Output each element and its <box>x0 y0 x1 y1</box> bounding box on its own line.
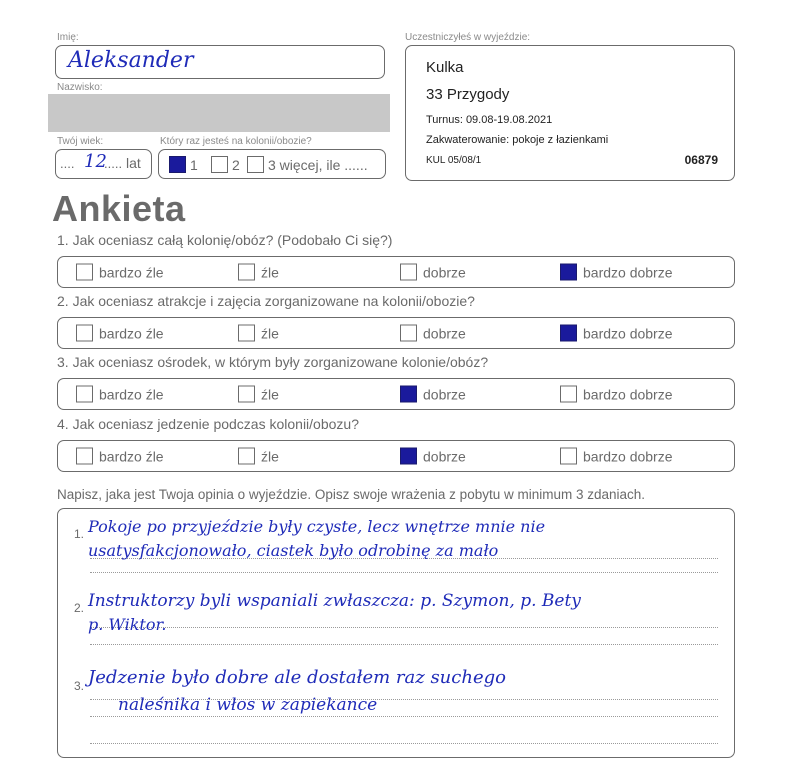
rating-checkbox[interactable] <box>238 386 255 403</box>
writing-line <box>90 572 718 573</box>
trip-name: Kulka <box>426 59 464 76</box>
opinion-entry-1-line-1: Pokoje po przyjeździe były czyste, lecz wnętrze mnie nie <box>88 517 546 536</box>
option-label: bardzo źle <box>99 264 164 280</box>
option-1-3[interactable] <box>400 264 466 281</box>
opinion-entry-1-line-2: usatysfakcjonowało, ciastek było odrobinę za mało <box>88 541 499 560</box>
opinion-entry-2-line-2: p. Wiktor. <box>88 615 167 634</box>
age-label: Twój wiek: <box>57 136 104 147</box>
trip-code: KUL 05/08/1 <box>426 155 482 166</box>
question-2-title <box>57 293 475 309</box>
name-label: Imię: <box>57 32 79 43</box>
rating-checkbox[interactable] <box>238 448 255 465</box>
question-3-options <box>57 378 735 410</box>
times-checkbox-1[interactable] <box>169 156 186 173</box>
times-label: Który raz jesteś na kolonii/obozie? <box>160 136 312 147</box>
age-dots-left: .... <box>60 156 75 171</box>
option-label: dobrze <box>423 386 466 402</box>
rating-checkbox[interactable] <box>400 386 417 403</box>
times-option-1[interactable]: 1 <box>169 156 198 173</box>
option-label: źle <box>261 448 279 464</box>
writing-line <box>90 743 718 744</box>
rating-checkbox[interactable] <box>560 386 577 403</box>
rating-checkbox[interactable] <box>238 325 255 342</box>
times-option-3[interactable]: 3 więcej, ile ...... <box>247 156 368 173</box>
writing-line <box>90 644 718 645</box>
option-label: źle <box>261 264 279 280</box>
option-2-1[interactable] <box>76 325 164 342</box>
question-1-options <box>57 256 735 288</box>
trip-turnus: Turnus: 09.08-19.08.2021 <box>426 114 553 126</box>
option-4-3[interactable] <box>400 448 466 465</box>
option-label: dobrze <box>423 264 466 280</box>
entry-number: 3. <box>74 679 85 693</box>
option-label: bardzo dobrze <box>583 264 673 280</box>
option-3-3[interactable] <box>400 386 466 403</box>
option-label: źle <box>261 386 279 402</box>
rating-checkbox[interactable] <box>400 325 417 342</box>
question-number: 1. <box>57 232 69 248</box>
option-label: bardzo dobrze <box>583 325 673 341</box>
times-checkbox-2[interactable] <box>211 156 228 173</box>
question-4-options <box>57 440 735 472</box>
question-text: Jak oceniasz ośrodek, w którym były zorganizowane kolonie/obóz? <box>72 354 489 370</box>
times-checkbox-3[interactable] <box>247 156 264 173</box>
opinion-entry-2-line-1: Instruktorzy byli wspaniali zwłaszcza: p. Szymon, p. Bety <box>88 591 581 611</box>
entry-number: 1. <box>74 527 85 541</box>
times-option-2[interactable]: 2 <box>211 156 240 173</box>
option-label: źle <box>261 325 279 341</box>
question-2-options <box>57 317 735 349</box>
question-3-title <box>57 354 488 370</box>
rating-checkbox[interactable] <box>238 264 255 281</box>
rating-checkbox[interactable] <box>560 264 577 281</box>
option-label: bardzo dobrze <box>583 448 673 464</box>
rating-checkbox[interactable] <box>560 325 577 342</box>
option-2-3[interactable] <box>400 325 466 342</box>
option-1-4[interactable] <box>560 264 673 281</box>
option-1-1[interactable] <box>76 264 164 281</box>
option-3-2[interactable] <box>238 386 279 403</box>
option-label: bardzo źle <box>99 386 164 402</box>
opinion-entry-3-line-1: Jedzenie było dobre ale dostałem raz suchego <box>88 667 506 688</box>
option-2-4[interactable] <box>560 325 673 342</box>
rating-checkbox[interactable] <box>560 448 577 465</box>
option-2-2[interactable] <box>238 325 279 342</box>
option-3-1[interactable] <box>76 386 164 403</box>
question-4-title <box>57 416 359 432</box>
option-4-1[interactable] <box>76 448 164 465</box>
question-1-title <box>57 232 392 248</box>
page-title: Ankieta <box>52 188 186 229</box>
opinion-box[interactable] <box>57 508 735 758</box>
question-text: Jak oceniasz jedzenie podczas kolonii/obozu? <box>72 416 359 432</box>
name-value: Aleksander <box>68 48 194 73</box>
age-dots-right: ..... <box>104 156 123 171</box>
trip-box <box>405 45 735 181</box>
option-4-4[interactable] <box>560 448 673 465</box>
trip-accommodation: Zakwaterowanie: pokoje z łazienkami <box>426 134 609 146</box>
option-label: dobrze <box>423 325 466 341</box>
option-3-4[interactable] <box>560 386 673 403</box>
trip-number: 06879 <box>684 153 718 167</box>
entry-number: 2. <box>74 601 85 615</box>
option-1-2[interactable] <box>238 264 279 281</box>
option-label: bardzo źle <box>99 448 164 464</box>
writing-line <box>90 716 718 717</box>
rating-checkbox[interactable] <box>76 325 93 342</box>
question-text: Jak oceniasz atrakcje i zajęcia zorganizowane na kolonii/obozie? <box>72 293 475 309</box>
option-label: bardzo dobrze <box>583 386 673 402</box>
opinion-prompt: Napisz, jaka jest Twoja opinia o wyjeździe. Opisz swoje wrażenia z pobytu w minimum 3 zdaniach. <box>57 487 646 502</box>
rating-checkbox[interactable] <box>76 264 93 281</box>
question-text: Jak oceniasz całą kolonię/obóz? (Podobało Ci się?) <box>72 232 393 248</box>
surname-redacted <box>48 94 390 132</box>
age-unit: lat <box>126 155 141 171</box>
name-field[interactable] <box>55 45 385 79</box>
option-4-2[interactable] <box>238 448 279 465</box>
rating-checkbox[interactable] <box>400 264 417 281</box>
age-field[interactable] <box>55 149 152 179</box>
rating-checkbox[interactable] <box>76 448 93 465</box>
question-number: 2. <box>57 293 69 309</box>
opinion-entry-3-line-2: naleśnika i włos w zapiekance <box>118 695 378 715</box>
rating-checkbox[interactable] <box>76 386 93 403</box>
question-number: 3. <box>57 354 69 370</box>
trip-label: Uczestniczyłeś w wyjeździe: <box>405 32 531 43</box>
times-field[interactable] <box>158 149 386 179</box>
option-label: dobrze <box>423 448 466 464</box>
age-value: 12 <box>84 151 107 172</box>
surname-label: Nazwisko: <box>57 82 103 93</box>
question-number: 4. <box>57 416 69 432</box>
rating-checkbox[interactable] <box>400 448 417 465</box>
writing-line <box>90 627 718 628</box>
option-label: bardzo źle <box>99 325 164 341</box>
trip-program: 33 Przygody <box>426 86 510 103</box>
